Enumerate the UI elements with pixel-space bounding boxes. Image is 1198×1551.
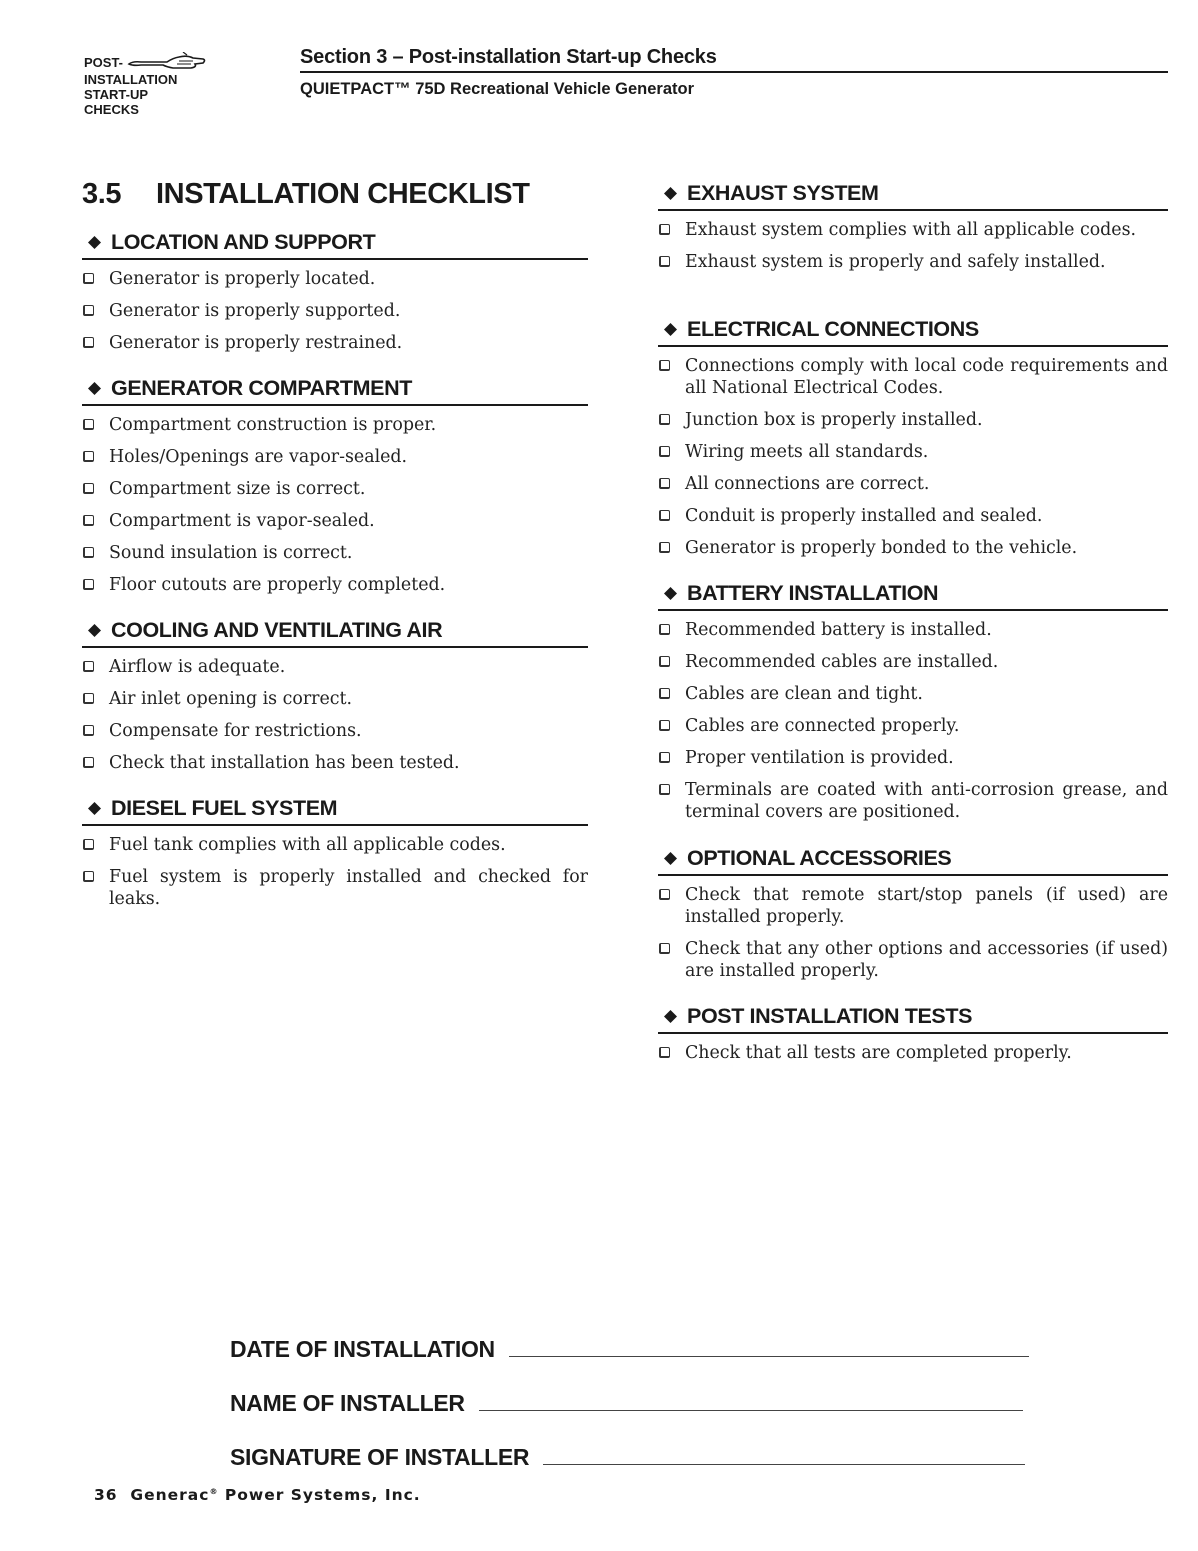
checklist-item-text: Holes/Openings are vapor-sealed. [109, 447, 408, 467]
checklist-item-text: Compensate for restrictions. [109, 721, 362, 741]
checkbox-icon[interactable] [83, 871, 94, 882]
section-title: Section 3 – Post-installation Start-up Checks [300, 46, 1168, 73]
checkbox-icon[interactable] [83, 337, 94, 348]
registered-mark: ® [209, 1486, 219, 1496]
checklist-item-text: Compartment construction is proper. [109, 415, 437, 435]
group-heading-text: DIESEL FUEL SYSTEM [111, 796, 338, 820]
checkbox-icon[interactable] [659, 752, 670, 763]
checkbox-icon[interactable] [659, 624, 670, 635]
checklist-item-text: Check that any other options and accessories (if used) are installed properly. [685, 939, 1168, 981]
checklist-item-text: Fuel tank complies with all applicable codes. [109, 835, 506, 855]
checklist-item [82, 268, 588, 290]
checklist-item-text: Terminals are coated with anti-corrosion grease, and terminal covers are positioned. [685, 780, 1168, 822]
company-suffix: Power Systems, Inc. [224, 1486, 421, 1504]
checkbox-icon[interactable] [83, 451, 94, 462]
section-tab-label [84, 52, 234, 117]
checkbox-icon[interactable] [659, 656, 670, 667]
checklist-item-text: Exhaust system is properly and safely installed. [685, 252, 1106, 272]
checklist-item-text: Generator is properly bonded to the vehicle. [685, 538, 1078, 558]
checklist-item-text: Fuel system is properly installed and checked for leaks. [109, 867, 588, 909]
tab-line-1: POST- [84, 54, 124, 70]
group-heading-text: GENERATOR COMPARTMENT [111, 376, 412, 400]
checklist-group [658, 179, 1168, 273]
heading-text: INSTALLATION CHECKLIST [156, 178, 530, 210]
checklist-item-text: Floor cutouts are properly completed. [109, 575, 446, 595]
tab-line-3: START-UP [84, 87, 149, 102]
group-heading-text: POST INSTALLATION TESTS [687, 1004, 973, 1028]
checklist-item [82, 332, 588, 354]
checklist-group [82, 616, 588, 774]
checkbox-icon[interactable] [83, 661, 94, 672]
checklist-item [82, 510, 588, 532]
group-heading [658, 1002, 1168, 1034]
checkbox-icon[interactable] [659, 360, 670, 371]
checkbox-icon[interactable] [83, 839, 94, 850]
checklist-item-text: Proper ventilation is provided. [685, 748, 954, 768]
date-of-installation-label: DATE OF INSTALLATION [230, 1336, 495, 1362]
checklist-item [658, 651, 1168, 673]
checkbox-icon[interactable] [659, 889, 670, 900]
date-of-installation-row [230, 1336, 1029, 1363]
group-heading-text: BATTERY INSTALLATION [687, 581, 939, 605]
tab-line-2: INSTALLATION [84, 72, 178, 87]
checkbox-icon[interactable] [83, 725, 94, 736]
checklist-item [82, 656, 588, 678]
pointing-hand-icon [127, 52, 207, 72]
group-heading [658, 179, 1168, 211]
checklist-item-text: All connections are correct. [685, 474, 930, 494]
checkbox-icon[interactable] [83, 273, 94, 284]
checklist-item-text: Junction box is properly installed. [685, 410, 983, 430]
checklist-item [658, 747, 1168, 769]
group-heading-text: OPTIONAL ACCESSORIES [687, 846, 952, 870]
checkbox-icon[interactable] [83, 693, 94, 704]
page-number: 36 [94, 1486, 118, 1504]
checkbox-icon[interactable] [83, 757, 94, 768]
checklist-group [658, 579, 1168, 823]
checklist-item [82, 414, 588, 436]
checklist-items [82, 656, 588, 774]
group-heading [658, 579, 1168, 611]
checklist-item-text: Compartment is vapor-sealed. [109, 511, 375, 531]
checklist-item [658, 355, 1168, 399]
checkbox-icon[interactable] [659, 542, 670, 553]
diamond-bullet-icon [664, 587, 677, 600]
diamond-bullet-icon [664, 1010, 677, 1023]
checklist-item-text: Cables are connected properly. [685, 716, 960, 736]
checkbox-icon[interactable] [83, 419, 94, 430]
checkbox-icon[interactable] [83, 305, 94, 316]
checklist-item [658, 219, 1168, 241]
checkbox-icon[interactable] [659, 688, 670, 699]
checkbox-icon[interactable] [659, 510, 670, 521]
checklist-item [82, 300, 588, 322]
checkbox-icon[interactable] [659, 414, 670, 425]
checklist-item-text: Wiring meets all standards. [685, 442, 929, 462]
tab-line-4: CHECKS [84, 102, 139, 117]
checklist-group [82, 228, 588, 354]
checklist-item [658, 409, 1168, 431]
checklist-item [658, 938, 1168, 982]
checklist-group [82, 374, 588, 596]
checklist-items [82, 414, 588, 596]
diamond-bullet-icon [88, 802, 101, 815]
checklist-items [658, 1042, 1168, 1064]
group-heading [82, 228, 588, 260]
checklist-item [658, 619, 1168, 641]
checklist-item-text: Cables are clean and tight. [685, 684, 923, 704]
group-heading-text: ELECTRICAL CONNECTIONS [687, 317, 979, 341]
checklist-items [658, 884, 1168, 982]
checklist-item-text: Recommended battery is installed. [685, 620, 992, 640]
checklist-item [82, 752, 588, 774]
checklist-item [82, 720, 588, 742]
signature-of-installer-line[interactable] [543, 1464, 1025, 1465]
checklist-item-text: Air inlet opening is correct. [109, 689, 353, 709]
diamond-bullet-icon [88, 624, 101, 637]
checkbox-icon[interactable] [83, 483, 94, 494]
checklist-item-text: Check that installation has been tested. [109, 753, 460, 773]
group-heading [82, 616, 588, 648]
checklist-item [658, 251, 1168, 273]
checklist-items [82, 268, 588, 354]
checklist-item-text: Check that remote start/stop panels (if used) are installed properly. [685, 885, 1168, 927]
checkbox-icon[interactable] [659, 256, 670, 267]
checklist-group [658, 844, 1168, 982]
group-heading [658, 315, 1168, 347]
checklist-item [82, 688, 588, 710]
checklist-item-text: Conduit is properly installed and sealed. [685, 506, 1043, 526]
checklist-item [82, 542, 588, 564]
diamond-bullet-icon [664, 187, 677, 200]
checklist-item [658, 779, 1168, 823]
checkbox-icon[interactable] [83, 547, 94, 558]
checklist-item [658, 683, 1168, 705]
checklist-item-text: Airflow is adequate. [109, 657, 286, 677]
checkbox-icon[interactable] [659, 478, 670, 489]
page-heading [82, 178, 588, 211]
checklist-items [82, 834, 588, 910]
checklist-item [82, 834, 588, 856]
name-of-installer-row [230, 1390, 1023, 1417]
checklist-item-text: Check that all tests are completed properly. [685, 1043, 1072, 1063]
heading-number: 3.5 [82, 178, 122, 210]
checklist-item [658, 1042, 1168, 1064]
checkbox-icon[interactable] [659, 1047, 670, 1058]
checkbox-icon[interactable] [659, 446, 670, 457]
page-footer [94, 1486, 421, 1504]
checklist-items [658, 219, 1168, 273]
group-heading-text: COOLING AND VENTILATING AIR [111, 618, 443, 642]
checklist-item-text: Recommended cables are installed. [685, 652, 999, 672]
checkbox-icon[interactable] [659, 784, 670, 795]
checklist-item-text: Exhaust system complies with all applicable codes. [685, 220, 1137, 240]
group-heading-text: LOCATION AND SUPPORT [111, 230, 376, 254]
company-name: Generac [130, 1486, 210, 1504]
checklist-item [82, 478, 588, 500]
checklist-item-text: Compartment size is correct. [109, 479, 366, 499]
checkbox-icon[interactable] [659, 943, 670, 954]
checkbox-icon[interactable] [659, 720, 670, 731]
checklist-item [658, 441, 1168, 463]
checklist-group [658, 315, 1168, 559]
date-of-installation-line[interactable] [509, 1356, 1029, 1357]
diamond-bullet-icon [664, 323, 677, 336]
checklist-items [658, 619, 1168, 823]
checklist-item [658, 537, 1168, 559]
checklist-item-text: Generator is properly restrained. [109, 333, 403, 353]
group-heading [82, 794, 588, 826]
group-heading-text: EXHAUST SYSTEM [687, 181, 879, 205]
name-of-installer-label: NAME OF INSTALLER [230, 1390, 465, 1416]
checklist-item [658, 505, 1168, 527]
checklist-item [658, 884, 1168, 928]
checklist-item-text: Connections comply with local code requirements and all National Electrical Codes. [685, 356, 1168, 398]
group-heading [82, 374, 588, 406]
diamond-bullet-icon [88, 382, 101, 395]
checklist-item [658, 715, 1168, 737]
checklist-item-text: Sound insulation is correct. [109, 543, 353, 563]
checklist-item [82, 574, 588, 596]
signature-of-installer-row [230, 1444, 1025, 1471]
product-title: QUIETPACT™ 75D Recreational Vehicle Generator [300, 80, 694, 98]
checklist-item-text: Generator is properly supported. [109, 301, 401, 321]
checkbox-icon[interactable] [83, 579, 94, 590]
diamond-bullet-icon [664, 852, 677, 865]
checkbox-icon[interactable] [659, 224, 670, 235]
checklist-item [82, 446, 588, 468]
group-heading [658, 844, 1168, 876]
checklist-group [658, 1002, 1168, 1064]
checklist-items [658, 355, 1168, 559]
checklist-item [82, 866, 588, 910]
checkbox-icon[interactable] [83, 515, 94, 526]
name-of-installer-line[interactable] [479, 1410, 1023, 1411]
diamond-bullet-icon [88, 236, 101, 249]
checklist-group [82, 794, 588, 910]
checklist-item-text: Generator is properly located. [109, 269, 376, 289]
checklist-item [658, 473, 1168, 495]
signature-of-installer-label: SIGNATURE OF INSTALLER [230, 1444, 530, 1470]
